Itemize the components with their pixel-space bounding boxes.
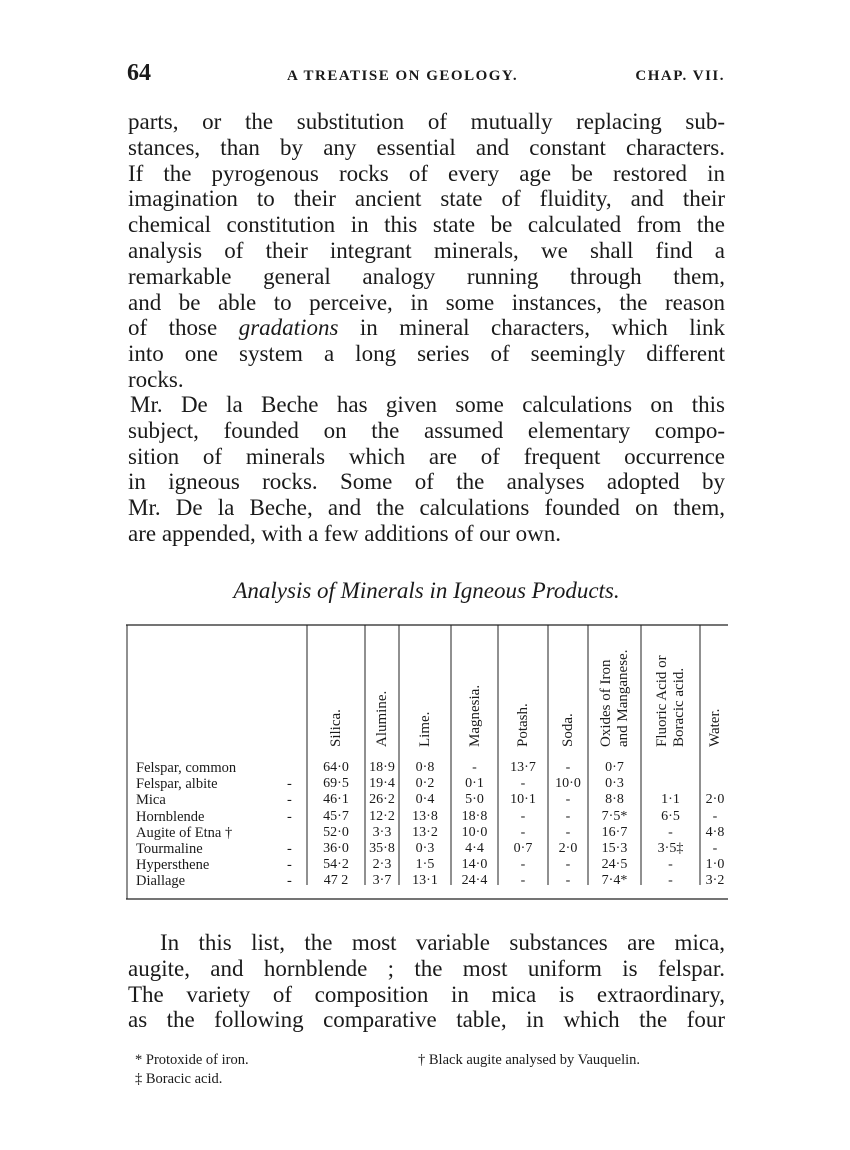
- table-cell: 0·7: [513, 841, 533, 856]
- table-cell: 1·0: [705, 857, 725, 873]
- table-cell: -: [520, 873, 526, 889]
- table-cell: -: [520, 808, 526, 824]
- table-cell: 52·0: [323, 824, 349, 840]
- table-cell: 13·2: [412, 824, 438, 840]
- table-cell: 3·5‡: [657, 841, 684, 856]
- table-cell: 2·0: [705, 792, 725, 808]
- table-cell: 18·9: [369, 760, 395, 775]
- column-header: Oxides of Iron: [598, 659, 614, 747]
- table-cell: 7·4*: [601, 873, 628, 889]
- table-cell: 24·5: [601, 857, 628, 873]
- table-cell: -: [565, 760, 571, 775]
- column-header: Soda.: [560, 713, 576, 747]
- table-cell: 13·1: [412, 873, 438, 889]
- row-leader: -: [287, 808, 292, 825]
- table-caption: Analysis of Minerals in Igneous Products.: [233, 578, 620, 603]
- table-cell: 4·4: [465, 841, 484, 856]
- table-cell: 36·0: [323, 841, 349, 856]
- table-cell: 7·5*: [601, 808, 628, 824]
- table-cell: -: [712, 841, 718, 856]
- column-header: Lime.: [417, 711, 433, 747]
- table-cell: 2·3: [372, 857, 392, 873]
- row-leader: -: [287, 792, 292, 809]
- table-cell: -: [472, 760, 477, 775]
- table-cell: 3·2: [705, 873, 725, 889]
- column-header: Boracic acid.: [671, 667, 687, 747]
- row-label: Hornblende: [136, 808, 205, 825]
- footnote-augite: † Black augite analysed by Vauquelin.: [418, 1052, 641, 1068]
- table-cell: 46·1: [323, 792, 349, 808]
- table-cell: 0·4: [415, 792, 435, 808]
- table-cell: 12·2: [369, 808, 395, 824]
- table-cell: 26·2: [369, 792, 395, 808]
- table-cell: -: [520, 776, 526, 792]
- row-leader: -: [287, 841, 292, 857]
- table-cell: -: [520, 857, 526, 873]
- table-cell: 16·7: [601, 824, 628, 840]
- chapter-reference: CHAP. VII.: [635, 68, 725, 84]
- table-cell: 1·5: [415, 857, 435, 873]
- paragraph-2-line: Mr. De la Beche has given some calculations on this: [130, 392, 725, 417]
- table-cell: -: [565, 792, 571, 808]
- table-cell: 2·0: [558, 841, 578, 856]
- table-cell: 64·0: [323, 760, 349, 775]
- table-cell: 19·4: [369, 776, 395, 792]
- table-cell: 10·1: [510, 792, 536, 808]
- table-cell: 45·7: [323, 808, 349, 824]
- paragraph-2-line: in igneous rocks. Some of the analyses adopted by: [128, 469, 725, 495]
- table-cell: 0·1: [465, 776, 484, 792]
- table-cell: 1·1: [661, 792, 680, 808]
- table-cell: 14·0: [461, 857, 488, 873]
- table-cell: -: [565, 873, 571, 889]
- table-cell: -: [668, 824, 673, 840]
- paragraph-3-line: augite, and hornblende ; the most uniform is felspar.: [128, 955, 725, 981]
- paragraph-1-line: If the pyrogenous rocks of every age be restored in: [128, 160, 725, 186]
- paragraph-1-line: analysis of their integrant minerals, we shall find a: [128, 237, 725, 263]
- table-cell: 0·3: [415, 841, 435, 856]
- row-label: Augite of Etna †: [136, 824, 233, 841]
- row-label: Felspar, common: [136, 760, 237, 776]
- paragraph-1-line: and be able to perceive, in some instances, the reason: [128, 289, 725, 315]
- table-cell: 0·8: [415, 760, 435, 775]
- book-title: A TREATISE ON GEOLOGY.: [287, 68, 519, 84]
- column-header: Magnesia.: [466, 684, 483, 747]
- table-cell: 0·7: [605, 760, 624, 775]
- row-label: Diallage: [136, 873, 186, 890]
- row-label: Felspar, albite: [136, 776, 218, 793]
- page-number: 64: [127, 60, 151, 86]
- table-cell: 4·8: [705, 824, 725, 840]
- table-cell: -: [668, 857, 673, 873]
- table-cell: 15·3: [601, 841, 628, 856]
- paragraph-1-line: into one system a long series of seemingly different: [128, 341, 725, 367]
- table-cell: -: [565, 824, 571, 840]
- row-label: Mica: [136, 792, 166, 809]
- table-cell: -: [520, 824, 526, 840]
- emphasis: gradations: [238, 315, 339, 341]
- row-leader: -: [287, 776, 292, 793]
- paragraph-1-line: chemical constitution in this state be calculated from the: [128, 212, 725, 238]
- table-cell: 0·2: [415, 776, 435, 792]
- paragraph-1-line: of those gradations in mineral characters, which link: [128, 315, 725, 341]
- column-header: Fluoric Acid or: [654, 655, 670, 747]
- table-cell: 0·3: [605, 776, 624, 792]
- table-cell: 3·3: [372, 824, 392, 840]
- table-cell: 35·8: [369, 841, 395, 856]
- footnote-protoxide: * Protoxide of iron.: [135, 1052, 249, 1068]
- table-cell: -: [565, 857, 571, 873]
- table-cell: 24·4: [461, 873, 488, 889]
- paragraph-3-line: The variety of composition in mica is extraordinary,: [128, 981, 725, 1007]
- paragraph-2-line: are appended, with a few additions of our own.: [128, 520, 562, 546]
- table-cell: 10·0: [461, 824, 488, 840]
- column-header: Alumine.: [374, 690, 390, 747]
- table-cell: 47 2: [323, 873, 349, 889]
- column-header: Silica.: [328, 709, 344, 747]
- column-header: Potash.: [515, 703, 531, 747]
- running-head: [127, 60, 725, 90]
- row-leader: -: [287, 857, 292, 874]
- table-cell: -: [668, 873, 673, 889]
- table-cell: 13·8: [412, 808, 438, 824]
- paragraph-1: [128, 109, 725, 393]
- table-cell: -: [565, 808, 571, 824]
- row-leader: -: [287, 873, 292, 890]
- column-header: and Manganese.: [615, 649, 631, 747]
- mineral-analysis-table: [122, 620, 730, 902]
- paragraph-1-line: parts, or the substitution of mutually replacing sub-: [128, 109, 725, 134]
- paragraph-2-line: subject, founded on the assumed elementary compo-: [128, 417, 725, 443]
- column-header: Water.: [707, 708, 723, 747]
- paragraph-1-line: rocks.: [128, 366, 184, 392]
- table-cell: 5·0: [465, 792, 484, 808]
- table-cell: 10·0: [555, 776, 581, 792]
- table-cell: 13·7: [510, 760, 536, 775]
- table-cell: 54·2: [323, 857, 349, 873]
- table-cell: 3·7: [372, 873, 392, 889]
- table-cell: 18·8: [461, 808, 488, 824]
- row-label: Tourmaline: [136, 841, 203, 857]
- table-cell: -: [712, 808, 718, 824]
- paragraph-2-line: Mr. De la Beche, and the calculations founded on them,: [128, 495, 725, 521]
- paragraph-1-line: imagination to their ancient state of fluidity, and their: [128, 186, 725, 212]
- paragraph-1-line: remarkable general analogy running through them,: [128, 263, 725, 289]
- paragraph-2: [128, 392, 725, 547]
- paragraph-3: [128, 930, 725, 1033]
- footnote-boracic: ‡ Boracic acid.: [135, 1071, 223, 1087]
- paragraph-1-line: stances, than by any essential and constant characters.: [128, 134, 725, 160]
- table-cell: 8·8: [605, 792, 624, 808]
- paragraph-3-line: as the following comparative table, in which the four: [128, 1007, 725, 1033]
- row-label: Hypersthene: [136, 857, 210, 874]
- paragraph-2-line: sition of minerals which are of frequent occurrence: [128, 443, 725, 469]
- table-cell: 6·5: [661, 808, 680, 824]
- paragraph-3-line: In this list, the most variable substances are mica,: [160, 930, 725, 955]
- table-cell: 69·5: [323, 776, 349, 792]
